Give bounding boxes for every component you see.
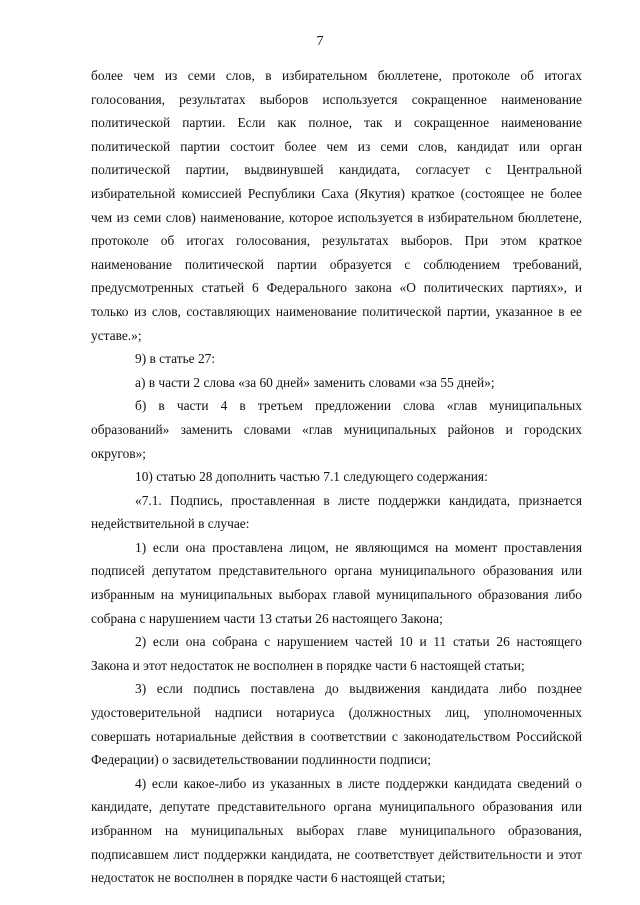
paragraph-1: более чем из семи слов, в избирательном бюллетене, протоколе об итогах голосования, результатах выборов используется сокращенное наименование политической партии. Если как полное, так и сокращенное наименование политической партии состоит более чем из семи слов, кандидат или орган политической партии, выдвинувшей кандидата, согласует с Центральной избирательной комиссией Республики Саха (Якутия) краткое (состоящее не более чем из семи слов) наименование, которое используется в избирательном бюллетене, протоколе об итогах голосования, результатах выборов. При этом краткое наименование политической партии образуется с соблюдением требований, предусмотренных статьей 6 Федерального закона «О политических партиях», и только из слов, составляющих наименование политической партии, указанное в ее уставе.»; <box>91 68 582 343</box>
paragraph-2: 9) в статье 27: <box>135 351 216 367</box>
paragraph-8: 2) если она собрана с нарушением частей 10 и 11 статьи 26 настоящего Закона и этот недостаток не восполнен в порядке части 6 настоящей статьи; <box>91 634 582 673</box>
document-body <box>91 64 582 890</box>
paragraph-9: 3) если подпись поставлена до выдвижения кандидата либо позднее удостоверительной надписи нотариуса (должностных лиц, уполномоченных совершать нотариальные действия в соответствии с законодательством Российской Федерации) о засвидетельствовании подлинности подписи; <box>91 681 582 768</box>
page-number: 7 <box>316 34 324 49</box>
paragraph-5: 10) статью 28 дополнить частью 7.1 следующего содержания: <box>135 469 488 485</box>
paragraph-7: 1) если она проставлена лицом, не являющимся на момент проставления подписей депутатом представительного органа муниципального образования или избранным на муниципальных выборах главой муниципального образования либо собрана с нарушением части 13 статьи 26 настоящего Закона; <box>91 539 582 626</box>
paragraph-4: б) в части 4 в третьем предложении слова «глав муниципальных образований» заменить словами «глав муниципальных районов и городских округов»; <box>91 398 582 461</box>
paragraph-6: «7.1. Подпись, проставленная в листе поддержки кандидата, признается недействительной в случае: <box>91 492 582 532</box>
paragraph-3: а) в части 2 слова «за 60 дней» заменить словами «за 55 дней»; <box>135 374 495 390</box>
paragraph-10: 4) если какое-либо из указанных в листе поддержки кандидата сведений о кандидате, депутате представительного органа муниципального образования или избранном на муниципальных выборах главе муниципального образования, подписавшем лист поддержки кандидата, не соответствует действительности и этот недостаток не восполнен в порядке части 6 настоящей статьи; <box>91 775 582 886</box>
